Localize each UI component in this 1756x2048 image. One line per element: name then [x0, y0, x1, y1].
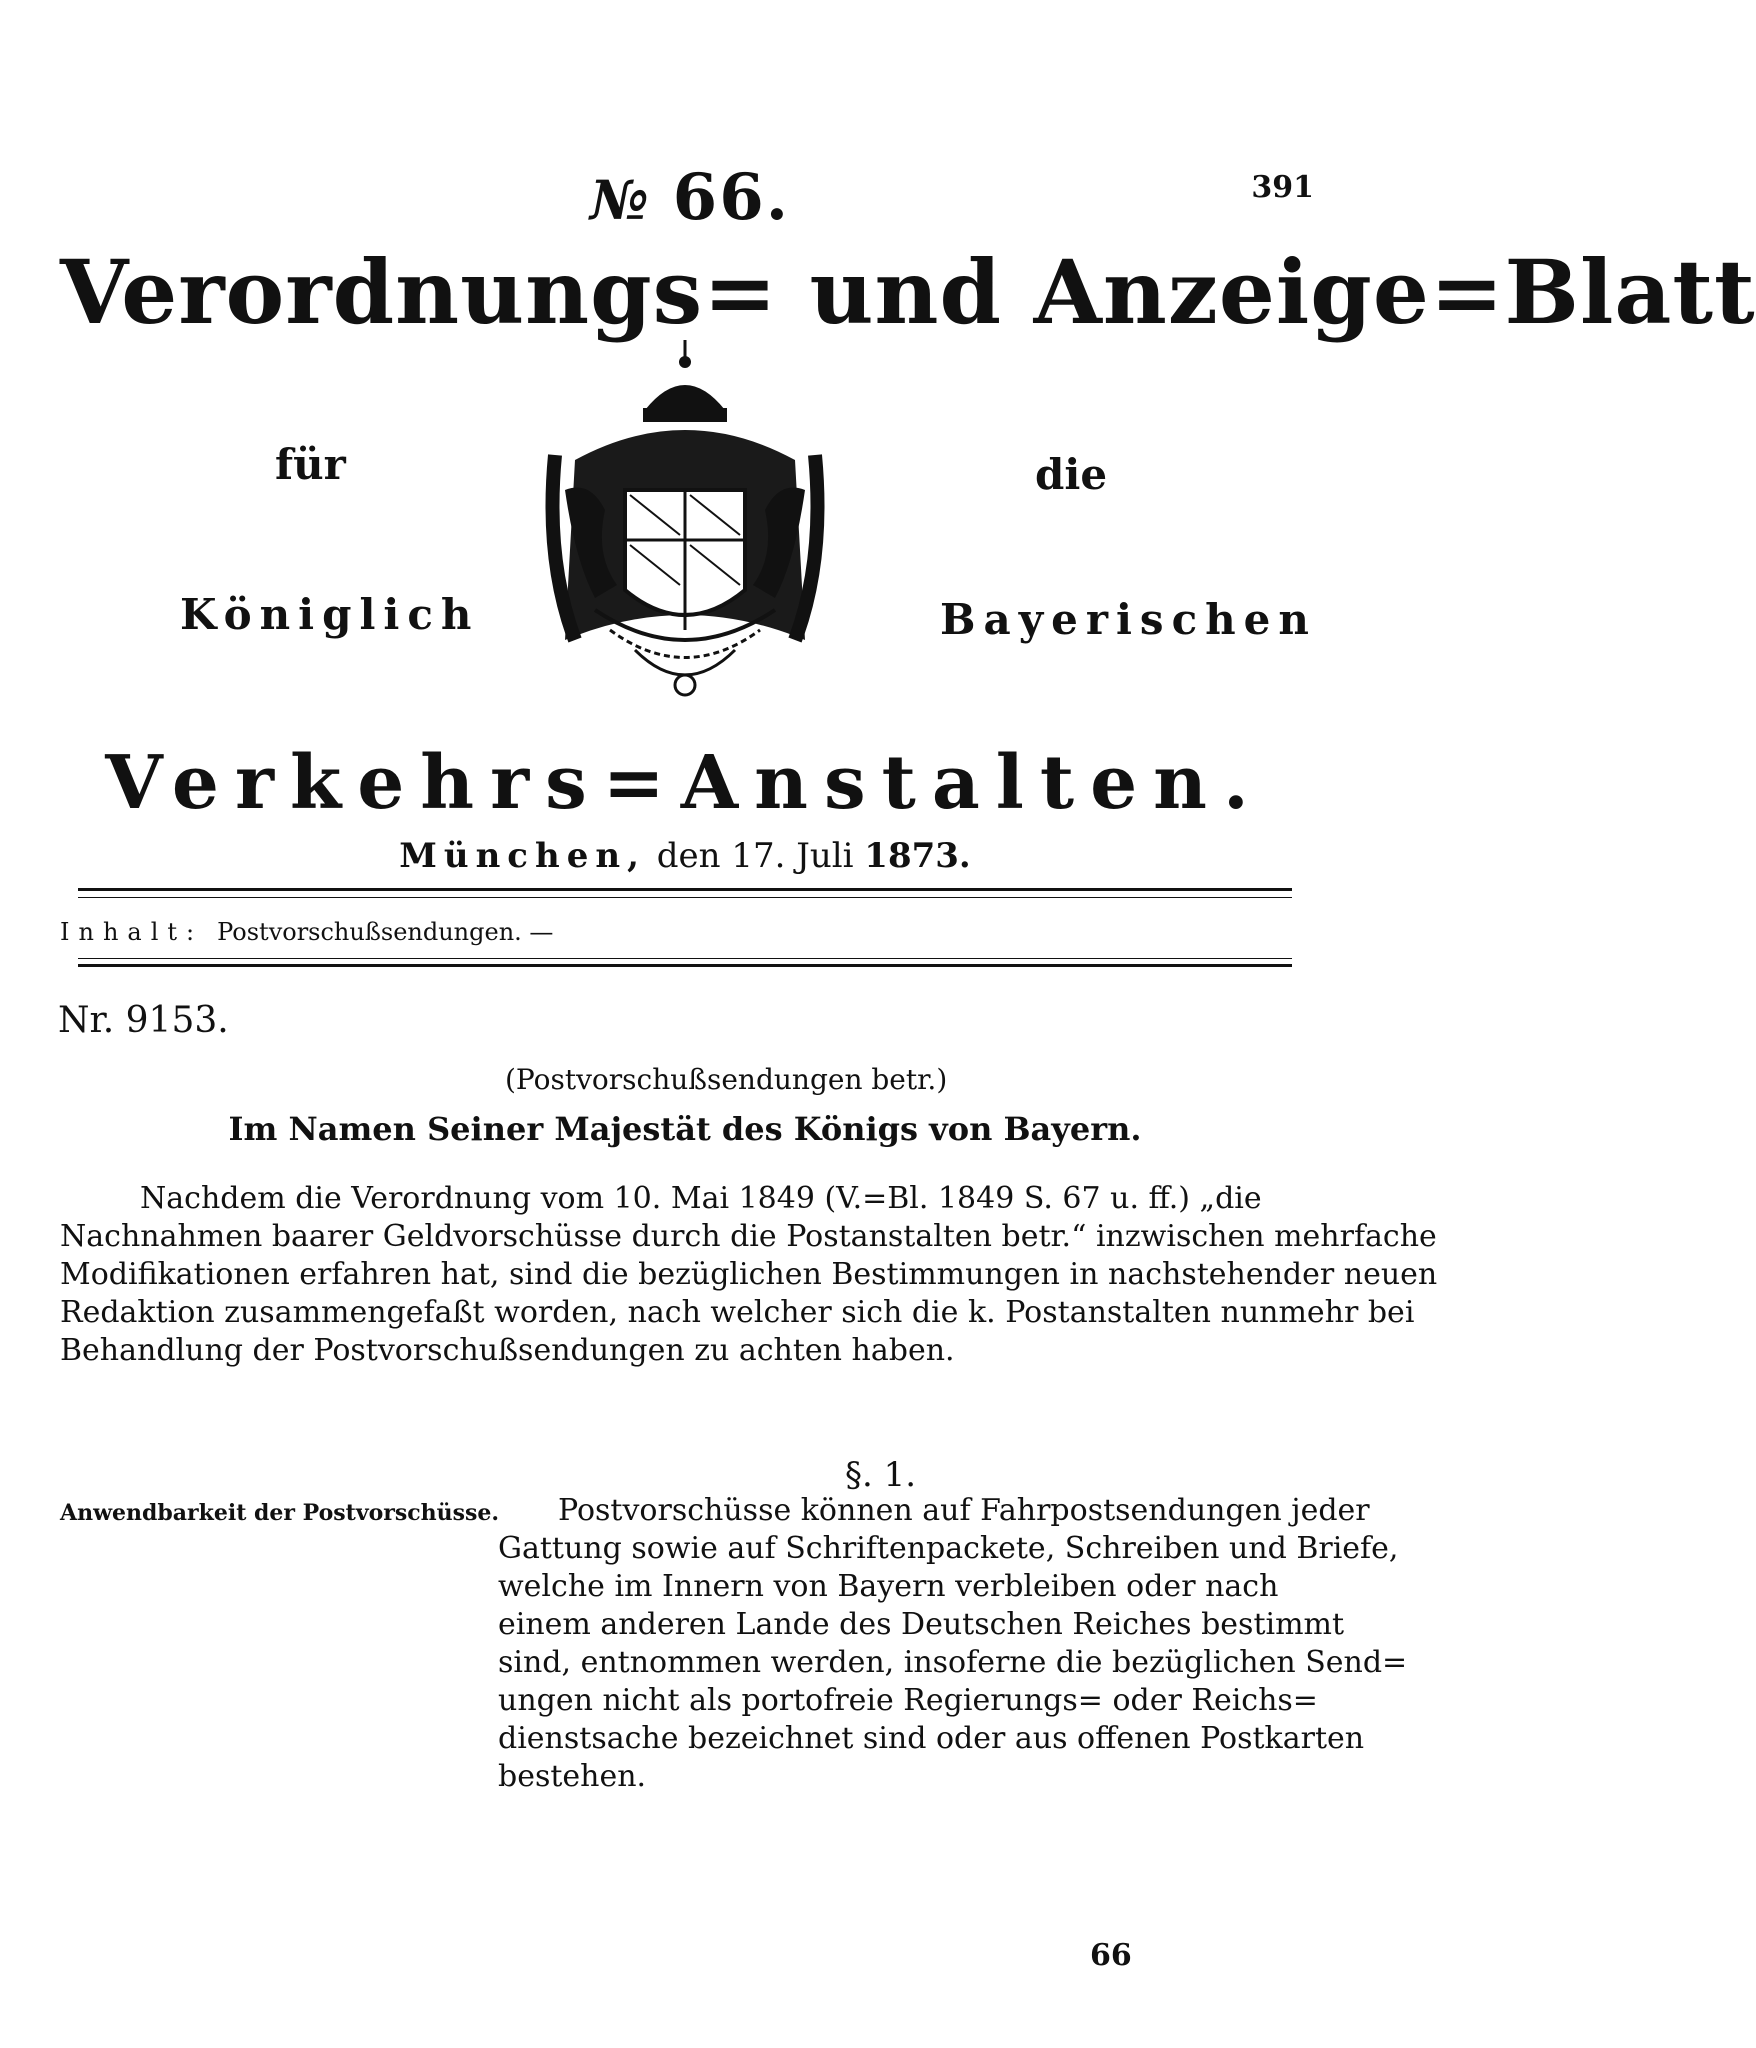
divider-top-thick: [78, 888, 1292, 891]
publication-title: Verordnungs= und Anzeige=Blatt: [60, 240, 1756, 344]
section-line: sind, entnommen werden, insoferne die bezüglichen Send=: [498, 1645, 1408, 1680]
title-word-fuer: für: [275, 440, 346, 489]
title-word-koeniglich: Königlich: [180, 590, 480, 639]
date-city: München,: [399, 836, 646, 876]
article-subject: (Postvorschußsendungen betr.): [505, 1063, 948, 1096]
margin-note: Anwendbarkeit der Postvorschüsse.: [60, 1500, 500, 1526]
numero-sign: №: [589, 168, 651, 232]
date-year: 1873.: [864, 836, 971, 876]
publication-subtitle: Verkehrs=Anstalten.: [105, 740, 1265, 826]
section-line: einem anderen Lande des Deutschen Reiches bestimmt: [498, 1607, 1345, 1642]
preamble: Im Namen Seiner Majestät des Königs von Bayern.: [228, 1110, 1142, 1148]
contents-line: [60, 918, 553, 946]
dateline: [60, 836, 1310, 876]
page-number: 391: [1251, 170, 1314, 205]
contents-label: Inhalt:: [60, 918, 204, 946]
title-word-die: die: [1035, 450, 1108, 499]
section-heading: §. 1.: [845, 1455, 917, 1495]
date-day-month: den 17. Juli: [656, 836, 854, 876]
intro-line: Nachnahmen baarer Geldvorschüsse durch die Postanstalten betr.“ inzwischen mehrfache: [60, 1219, 1437, 1254]
section-line: welche im Innern von Bayern verbleiben oder nach: [498, 1569, 1279, 1604]
section-paragraph: [498, 1492, 1408, 1796]
intro-paragraph: [60, 1180, 1438, 1370]
section-line: Gattung sowie auf Schriftenpackete, Schreiben und Briefe,: [498, 1531, 1399, 1566]
title-word-bayerischen: Bayerischen: [940, 595, 1317, 644]
signature-mark: 66: [1090, 1938, 1132, 1973]
section-line: bestehen.: [498, 1759, 647, 1794]
contents-text: Postvorschußsendungen. —: [217, 918, 554, 946]
divider-top-thin: [78, 897, 1292, 898]
intro-line: Nachdem die Verordnung vom 10. Mai 1849 (V.=Bl. 1849 S. 67 u. ff.) „die: [140, 1181, 1262, 1216]
section-line: ungen nicht als portofreie Regierungs= oder Reichs=: [498, 1683, 1318, 1718]
intro-line: Behandlung der Postvorschußsendungen zu achten haben.: [60, 1333, 955, 1368]
divider-bottom-thin: [78, 958, 1292, 959]
issue-number: 66.: [672, 160, 791, 235]
section-line: dienstsache bezeichnet sind oder aus offenen Postkarten: [498, 1721, 1365, 1756]
divider-bottom-thick: [78, 964, 1292, 967]
article-number: Nr. 9153.: [58, 1000, 229, 1041]
intro-line: Modifikationen erfahren hat, sind die bezüglichen Bestimmungen in nachstehender neuen: [60, 1257, 1438, 1292]
section-line: Postvorschüsse können auf Fahrpostsendungen jeder: [558, 1493, 1370, 1528]
issue-number-heading: [560, 160, 820, 235]
intro-line: Redaktion zusammengefaßt worden, nach welcher sich die k. Postanstalten nunmehr bei: [60, 1295, 1415, 1330]
bavarian-coat-of-arms-icon: [535, 340, 835, 720]
